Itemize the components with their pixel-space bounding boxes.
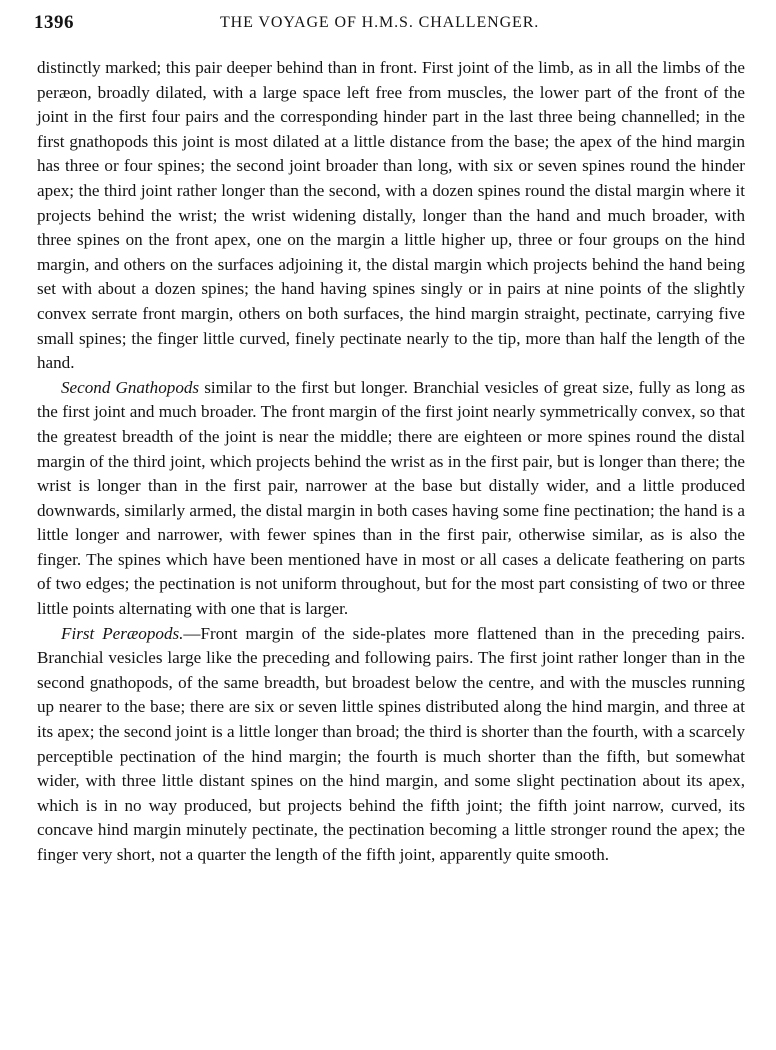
paragraph-text: distinctly marked; this pair deeper behind than in front. First joint of the limb, as in all the limbs of the peræon, broadly dilated, with a large space left free from muscles, the lower part of the front of the joint in the first four pairs and the corresponding hinder part in the last three being channelled; in the first gnathopods this joint is most dilated at a little distance from the base; the apex of the hind margin has three or four spines; the second joint broader than long, with six or seven spines round the hinder apex; the third joint rather longer than the second, with a dozen spines round the distal margin where it projects behind the wrist; the wrist widening distally, longer than the hand and much broader, with three spines on the front apex, one on the margin a little higher up, three or four groups on the hind margin, and others on the surfaces adjoining it, the distal margin which projects behind the hand being set with about a dozen spines; the hand having spines singly or in pairs at nine points of the slightly convex serrate front margin, others on both surfaces, the hind margin straight, pectinate, carrying five small spines; the finger little curved, finely pectinate nearly to the tip, more than half the length of the hand. <box>37 58 745 373</box>
paragraph-text: similar to the first but longer. Branchial vesicles of great size, fully as long as the first joint and much broader. The front margin of the first joint nearly symmetrically convex, so that the greatest breadth of the joint is near the middle; there are eighteen or more spines round the distal margin of the third joint, which projects behind the wrist as in the first pair, but is longer than there; the wrist is longer than in the first pair, narrower at the base but distally wider, and a little produced downwards, similarly armed, the distal margin in both cases having some fine pectination; the hand is a little longer and narrower, with fewer spines than in the first pair, otherwise similar, as is also the finger. The spines which have been mentioned have in most or all cases a delicate feathering on parts of two edges; the pectination is not uniform throughout, but for the most part consisting of two or three little points alternating with one that is larger. <box>37 377 745 619</box>
page-header <box>34 12 748 38</box>
page-number: 1396 <box>34 12 74 33</box>
paragraph-second-gnathopods <box>37 376 745 622</box>
paragraph-heading: Second Gnathopods <box>61 377 200 397</box>
running-title: THE VOYAGE OF H.M.S. CHALLENGER. <box>220 14 540 31</box>
body-text <box>37 56 745 868</box>
paragraph-heading: First Peræopods. <box>61 623 184 643</box>
paragraph-text: —Front margin of the side-plates more flattened than in the preceding pairs. Branchial vesicles large like the preceding and following pairs. The first joint rather longer than in the second gnathopods, of the same breadth, but broadest below the centre, and with the muscles running up nearer to the base; there are six or seven little spines distributed along the hind margin, and three at its apex; the second joint is a little longer than broad; the third is shorter than the fourth, with a scarcely perceptible pectination of the hind margin; the fourth is much shorter than the fifth, but somewhat wider, with three little distant spines on the hind margin, and some slight pectination about its apex, which is in no way produced, but projects behind the fifth joint; the fifth joint narrow, curved, its concave hind margin minutely pectinate, the pectination becoming a little stronger round the apex; the finger very short, not a quarter the length of the fifth joint, apparently quite smooth. <box>37 623 745 864</box>
paragraph-first-peraeopods <box>37 622 745 868</box>
paragraph-first-gnathopods-continued <box>37 56 745 376</box>
